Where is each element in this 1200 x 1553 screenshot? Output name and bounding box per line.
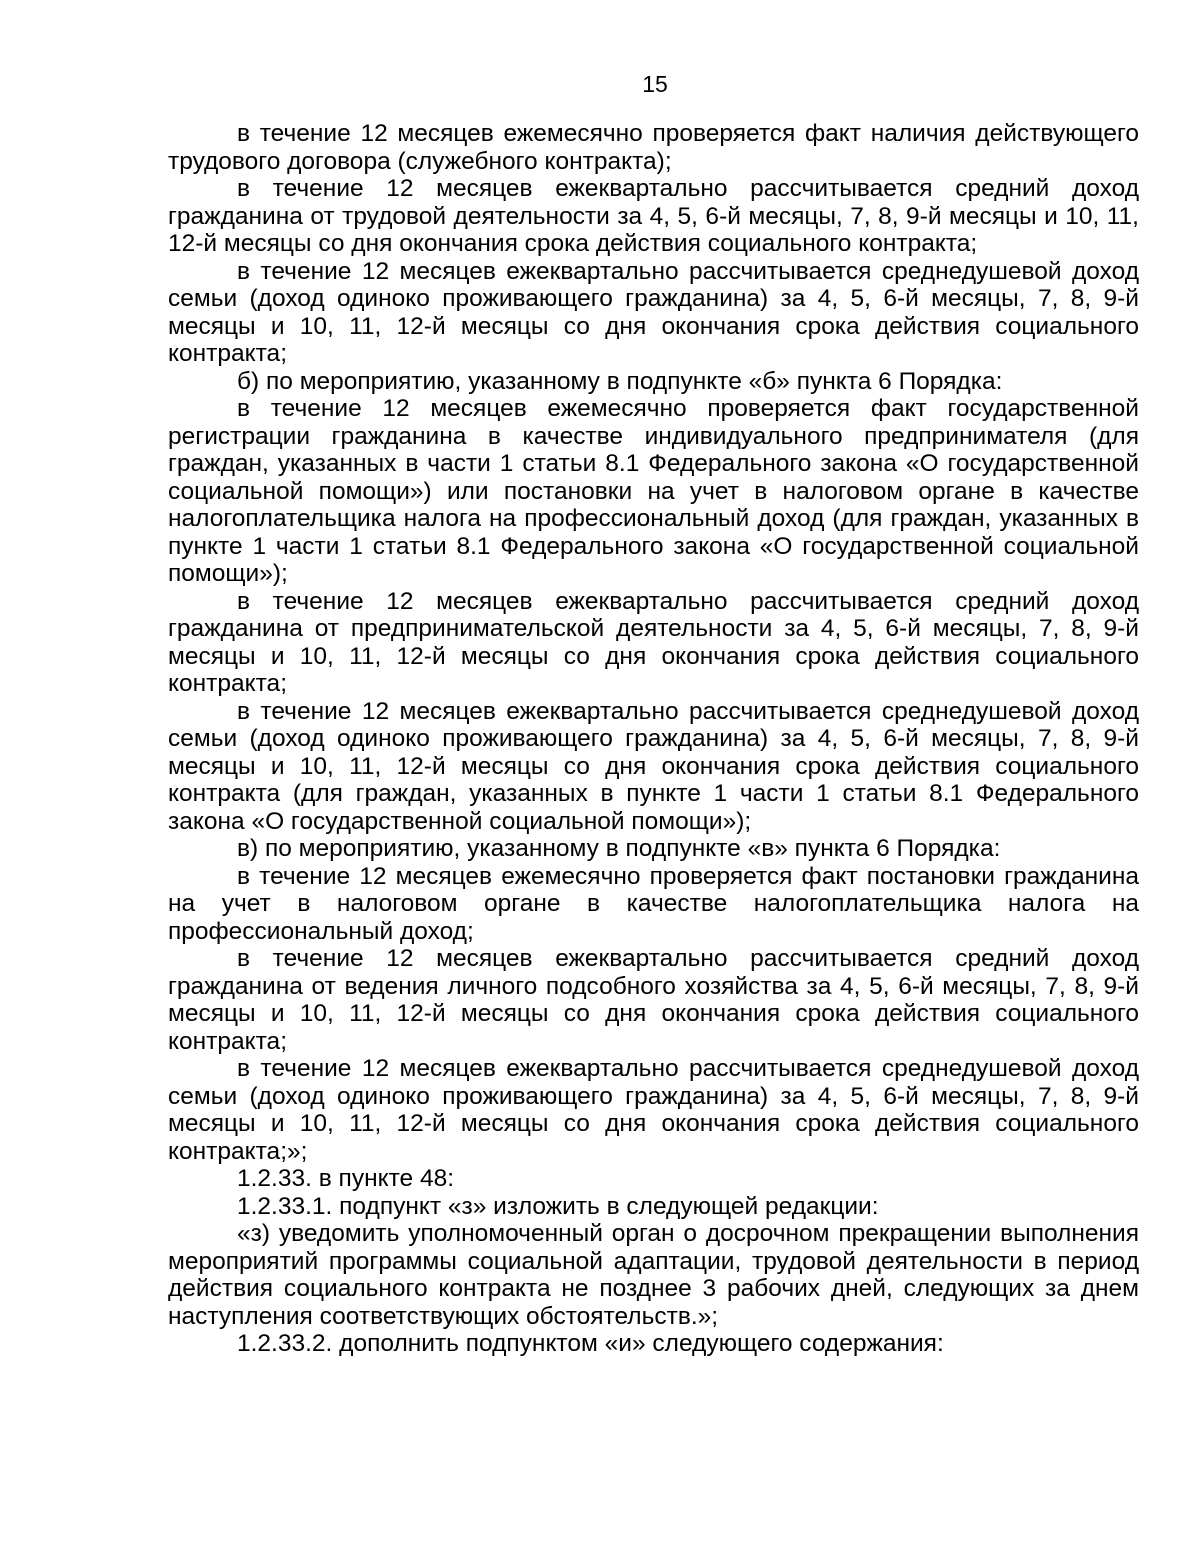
paragraph: в течение 12 месяцев ежемесячно проверяется факт государственной регистрации гражданина в качестве индивидуального предпринимателя (для граждан, указанных в части 1 статьи 8.1 Федерального закона «О государственной социальной помощи») или постановки на учет в налоговом органе в качестве налогоплательщика налога на профессиональный доход (для граждан, указанных в пункте 1 части 1 статьи 8.1 Федерального закона «О государственной социальной помощи»); [168, 395, 1139, 587]
paragraph: 1.2.33.2. дополнить подпунктом «и» следующего содержания: [237, 1330, 944, 1357]
paragraph: в течение 12 месяцев ежемесячно проверяется факт постановки гражданина на учет в налоговом органе в качестве налогоплательщика налога на профессиональный доход; [168, 862, 1139, 945]
paragraph: 1.2.33.1. подпункт «з» изложить в следующей редакции: [237, 1192, 879, 1220]
paragraph: в течение 12 месяцев ежеквартально рассчитывается средний доход гражданина от предпринимательской деятельности за 4, 5, 6-й месяцы, 7, 8, 9-й месяцы и 10, 11, 12-й месяцы со дня окончания срока действия социального контракта; [168, 587, 1139, 697]
paragraph: в течение 12 месяцев ежеквартально рассчитывается среднедушевой доход семьи (доход одиноко проживающего гражданина) за 4, 5, 6-й месяцы, 7, 8, 9-й месяцы и 10, 11, 12-й месяцы со дня окончания срока действия социального контракта; [168, 257, 1139, 367]
paragraph: б) по мероприятию, указанному в подпункте «б» пункта 6 Порядка: [237, 367, 1003, 395]
page-number: 15 [642, 71, 668, 97]
paragraph: 1.2.33. в пункте 48: [237, 1165, 455, 1192]
paragraph: в течение 12 месяцев ежеквартально рассчитывается среднедушевой доход семьи (доход одиноко проживающего гражданина) за 4, 5, 6-й месяцы, 7, 8, 9-й месяцы и 10, 11, 12-й месяцы со дня окончания срока действия социального контракта (для граждан, указанных в пункте 1 части 1 статьи 8.1 Федерального закона «О государственной социальной помощи»); [168, 697, 1139, 835]
paragraph: в) по мероприятию, указанному в подпункте «в» пункта 6 Порядка: [237, 835, 1001, 862]
paragraph: «з) уведомить уполномоченный орган о досрочном прекращении выполнения мероприятий программы социальной адаптации, трудовой деятельности в период действия социального контракта не позднее 3 рабочих дней, следующих за днем наступления соответствующих обстоятельств.»; [168, 1220, 1139, 1330]
document-body [168, 120, 1139, 1358]
paragraph: в течение 12 месяцев ежеквартально рассчитывается средний доход гражданина от ведения личного подсобного хозяйства за 4, 5, 6-й месяцы, 7, 8, 9-й месяцы и 10, 11, 12-й месяцы со дня окончания срока действия социального контракта; [168, 945, 1139, 1055]
paragraph: в течение 12 месяцев ежемесячно проверяется факт наличия действующего трудового договора (служебного контракта); [168, 120, 1139, 175]
paragraph: в течение 12 месяцев ежеквартально рассчитывается среднедушевой доход семьи (доход одиноко проживающего гражданина) за 4, 5, 6-й месяцы, 7, 8, 9-й месяцы и 10, 11, 12-й месяцы со дня окончания срока действия социального контракта;»; [168, 1055, 1139, 1165]
paragraph: в течение 12 месяцев ежеквартально рассчитывается средний доход гражданина от трудовой деятельности за 4, 5, 6-й месяцы, 7, 8, 9-й месяцы и 10, 11, 12-й месяцы со дня окончания срока действия социального контракта; [168, 175, 1139, 257]
